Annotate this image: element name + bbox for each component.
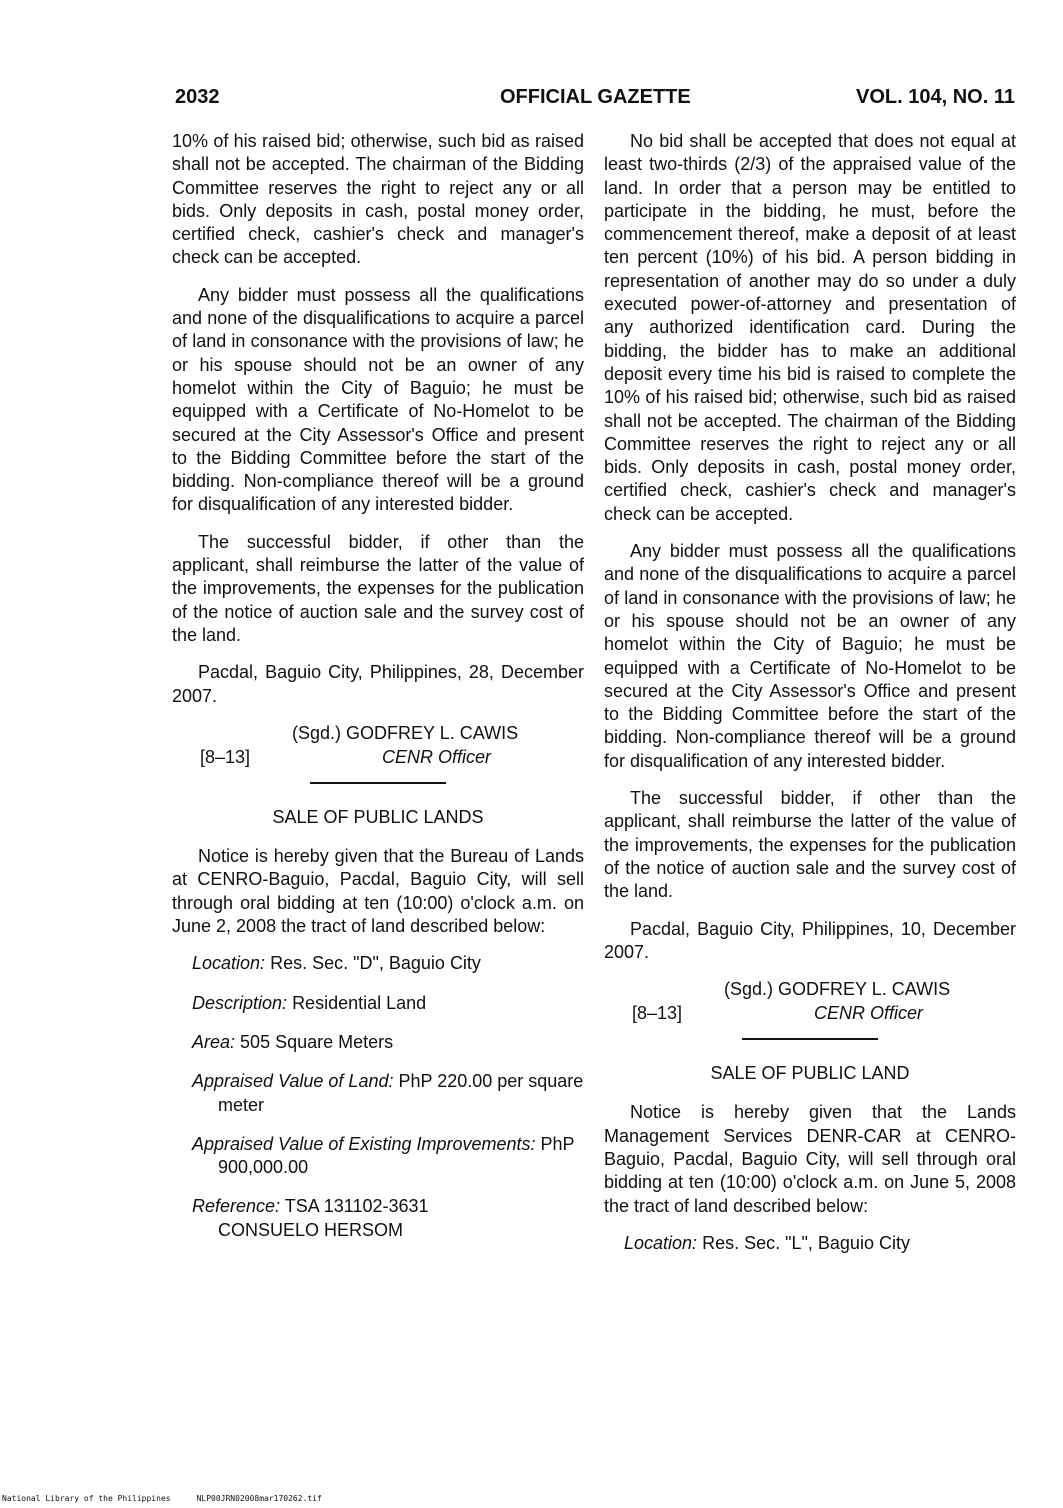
section-heading: SALE OF PUBLIC LANDS	[272, 806, 484, 827]
location-item: Location: Res. Sec. "L", Baguio City	[624, 1232, 910, 1253]
paragraph: The successful bidder, if other than the applicant, shall reimburse the latter of the value of the improvements, the expenses for the publication of the notice of auction sale and the survey cost of the land.	[604, 788, 1016, 902]
page-number: 2032	[175, 86, 220, 108]
signature-block	[604, 978, 1016, 1026]
dateline: Pacdal, Baguio City, Philippines, 28, December 2007.	[172, 662, 584, 706]
area-item: Area: 505 Square Meters	[192, 1031, 394, 1052]
paragraph: The successful bidder, if other than the applicant, shall reimburse the latter of the value of the improvements, the expenses for the publication of the notice of auction sale and the survey cost of the land.	[172, 531, 584, 645]
paragraph: Any bidder must possess all the qualifications and none of the disqualifications to acquire a parcel of land in consonance with the provisions of law; he or his spouse should not be an owner of any homelot within the City of Baguio; he must be equipped with a Certificate of No-Homelot to be secured at the City Assessor's Office and present to the Bidding Committee before the start of the bidding. Non-compliance thereof will be a ground for disqualification of any interested bidder.	[604, 541, 1016, 771]
page-header	[175, 86, 1015, 116]
location-item: Location: Res. Sec. "D", Baguio City	[192, 953, 481, 974]
signatory-office: CENR Officer	[814, 1003, 924, 1024]
signatory-name: GODFREY L. CAWIS	[778, 979, 951, 1000]
notice-paragraph: Notice is hereby given that the Lands Management Services DENR-CAR at CENRO-Baguio, Pacdal, Baguio City, will sell through oral bidding at ten (10:00) o'clock a.m. on June 5, 2008 the tract of land described below:	[604, 1102, 1016, 1216]
section-heading: SALE OF PUBLIC LAND	[710, 1063, 910, 1084]
reference-item: Reference: TSA 131102-3631 CONSUELO HERSOM	[192, 1196, 429, 1240]
dateline: Pacdal, Baguio City, Philippines, 10, December 2007.	[604, 918, 1016, 962]
paragraph: No bid shall be accepted that does not equal at least two-thirds (2/3) of the appraised value of the land. In order that a person may be entitled to participate in the bidding, he must, before the commencement thereof, make a deposit of at least ten percent (10%) of his bid. A person bidding in representation of another may do so under a duly executed power-of-attorney and presentation of any authorized identification card. During the bidding, the bidder has to make an additional deposit every time his bid is raised to complete the 10% of his raised bid; otherwise, such bid as raised shall not be accepted. The chairman of the Bidding Committee reserves the right to reject any or all bids. Only deposits in cash, postal money order, certified check, cashier's check and manager's check can be accepted.	[604, 131, 1016, 524]
signatory: (Sgd.) GODFREY L. CAWIS	[724, 979, 951, 1000]
description-item: Description: Residential Land	[192, 992, 427, 1013]
signatory-name: GODFREY L. CAWIS	[346, 722, 519, 743]
file-name: NLP00JRN02008mar170262.tif	[196, 1494, 322, 1503]
publication-title: OFFICIAL GAZETTE	[500, 86, 691, 108]
left-column	[172, 130, 584, 1258]
signature-block	[172, 722, 584, 770]
notice-paragraph: Notice is hereby given that the Bureau of Lands at CENRO-Baguio, Pacdal, Baguio City, will sell through oral bidding at ten (10:00) o'clock a.m. on June 2, 2008 the tract of land described below:	[172, 846, 584, 937]
volume-number: VOL. 104, NO. 11	[856, 86, 1015, 108]
issue-reference: [8–13]	[632, 1003, 683, 1024]
library-credit: National Library of the Philippines	[2, 1494, 171, 1503]
paragraph: 10% of his raised bid; otherwise, such bid as raised shall not be accepted. The chairman of the Bidding Committee reserves the right to reject any or all bids. Only deposits in cash, postal money order, certified check, cashier's check and manager's check can be accepted.	[172, 131, 584, 268]
right-column	[604, 130, 1016, 1271]
paragraph: Any bidder must possess all the qualifications and none of the disqualifications to acquire a parcel of land in consonance with the provisions of law; he or his spouse should not be an owner of any homelot within the City of Baguio; he must be equipped with a Certificate of No-Homelot to be secured at the City Assessor's Office and present to the Bidding Committee before the start of the bidding. Non-compliance thereof will be a ground for disqualification of any interested bidder.	[172, 284, 584, 515]
applicant-name: CONSUELO HERSOM	[218, 1219, 404, 1240]
improvements-value-item: Appraised Value of Existing Improvements: PhP 900,000.00	[192, 1133, 575, 1178]
section-divider	[310, 782, 446, 784]
scan-footer	[2, 1494, 322, 1503]
issue-reference: [8–13]	[200, 746, 251, 767]
signatory-office: CENR Officer	[382, 746, 492, 767]
section-divider	[742, 1038, 878, 1040]
land-value-item: Appraised Value of Land: PhP 220.00 per square meter	[192, 1071, 584, 1115]
signatory: (Sgd.) GODFREY L. CAWIS	[292, 722, 519, 743]
